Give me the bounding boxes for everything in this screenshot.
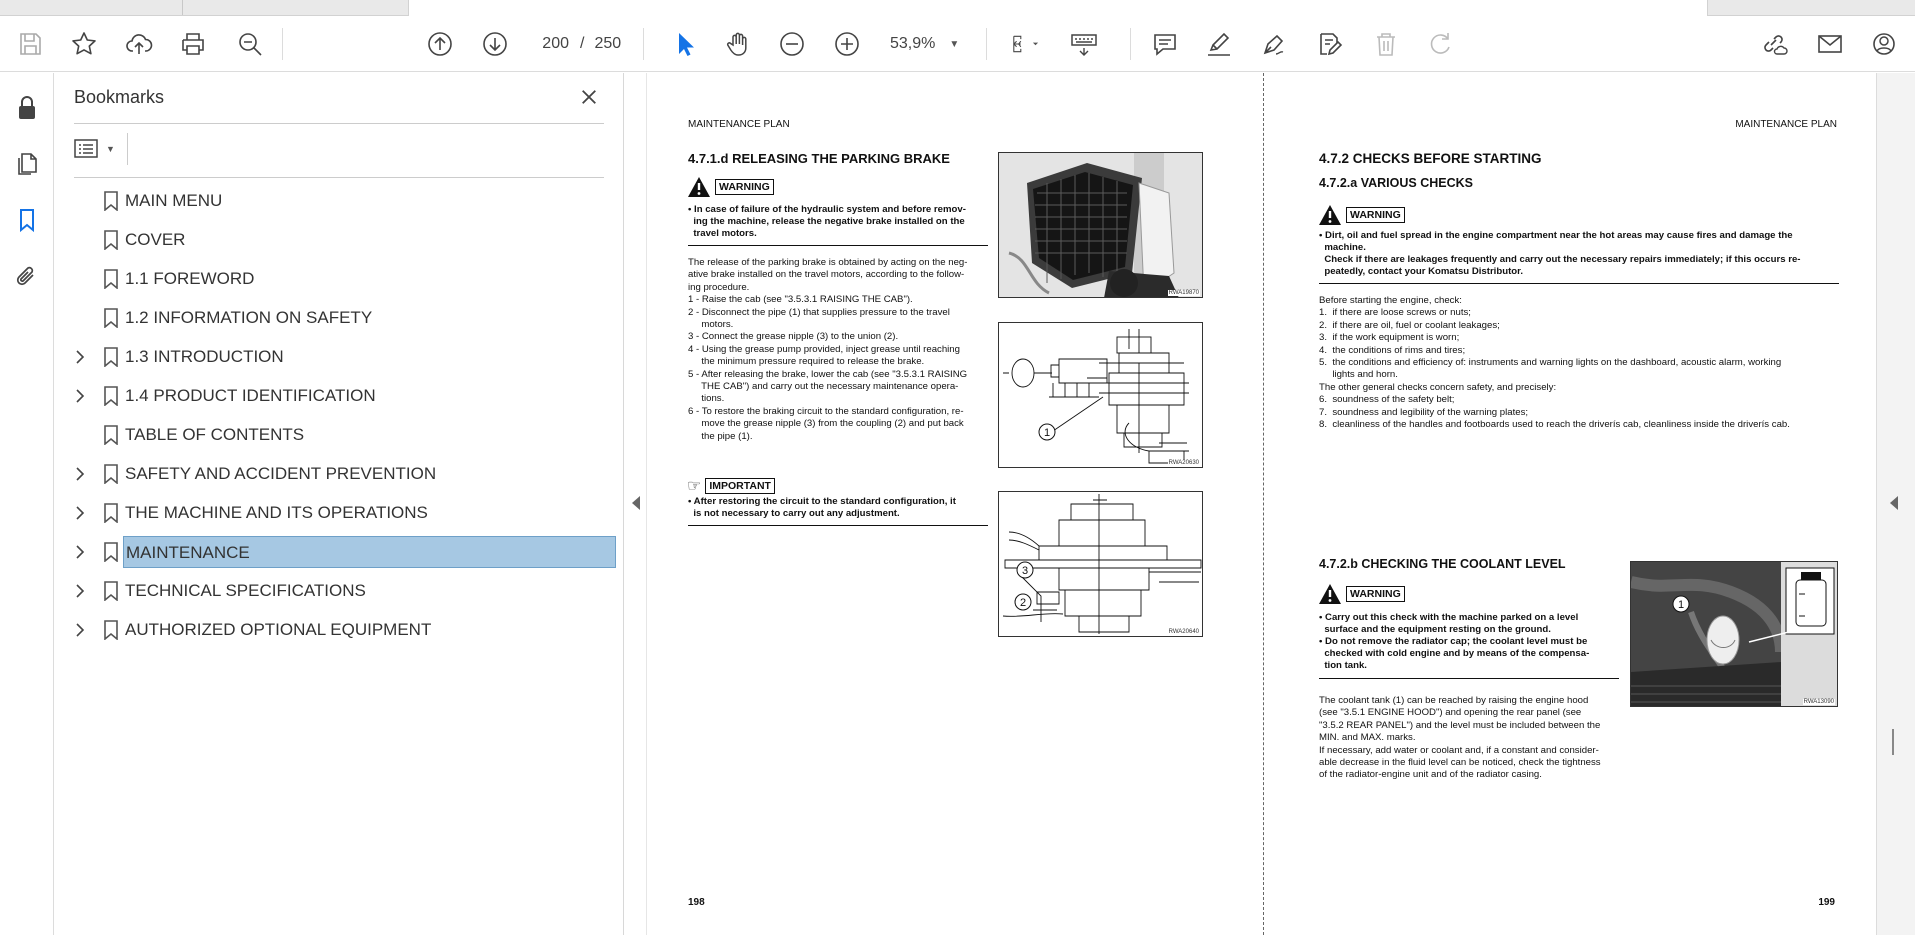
share-link-button[interactable] [1756,26,1792,62]
hand-tool-button[interactable] [720,26,756,62]
warning-badge [1318,583,1405,605]
text-line: ing procedure. [688,281,750,293]
text-line: Before starting the engine, check: [1319,295,1462,306]
text-line: • Do not remove the radiator cap; the coolant level must be [1319,636,1588,647]
bookmark-icon [14,207,40,233]
bookmark-options-button[interactable] [74,135,124,163]
text-line: 6 - To restore the braking circuit to the standard configuration, re- [688,405,964,417]
page-199 [1263,73,1875,935]
text-line: able decrease in the fluid level can be noticed, check the tightness [1319,757,1601,769]
bookmark-icon [103,230,119,250]
bookmark-icon [103,191,119,211]
callout-number: 1 [1043,427,1051,439]
email-button[interactable] [1812,26,1848,62]
text-line: tion tank. [1319,660,1367,671]
figure-code: RWA20630 [1168,460,1199,466]
bookmark-label: AUTHORIZED OPTIONAL EQUIPMENT [125,620,432,639]
bookmark-item[interactable] [65,261,625,297]
bookmark-label: 1.2 INFORMATION ON SAFETY [125,308,373,327]
bookmark-label: TABLE OF CONTENTS [125,425,305,444]
text-line: • Dirt, oil and fuel spread in the engine compartment near the hot areas may cause fires and damage the [1319,230,1793,241]
text-line: • After restoring the circuit to the standard configuration, it [688,496,956,507]
warning-triangle-icon [1318,583,1342,605]
bookmark-label: MAINTENANCE [123,536,616,568]
text-line: THE CAB") and carry out the necessary maintenance opera- [688,381,959,393]
figure-code: RWA20640 [1168,629,1199,635]
left-tools-rail [0,73,54,935]
comment-button[interactable] [1147,26,1183,62]
page-navigator [526,30,621,58]
bookmarks-panel-button[interactable] [10,203,44,237]
lock-icon [14,95,40,121]
bookmark-label: MAIN MENU [125,191,223,210]
plus-circle-icon [833,30,861,58]
warning-triangle-icon [1318,204,1342,226]
subsection-title: 4.7.2.a VARIOUS CHECKS [1319,176,1473,190]
bookmark-icon [103,620,119,640]
save-icon [16,30,44,58]
bookmark-icon [103,347,119,367]
text-line: motors. [688,319,734,331]
next-page-button[interactable] [477,26,513,62]
text-line: "3.5.2 REAR PANEL") and the level must be included between the [1319,719,1601,731]
text-line: is not necessary to carry out any adjustment. [688,508,900,519]
bookmark-label: THE MACHINE AND ITS OPERATIONS [125,503,428,522]
previous-page-button[interactable] [422,26,458,62]
text-line: 3. if the work equipment is worn; [1319,332,1460,344]
link-cloud-icon [1760,30,1788,58]
warning-text [1319,230,1839,278]
warning-triangle-icon [687,176,711,198]
bookmark-item[interactable] [65,339,625,375]
zoom-level-dropdown[interactable] [890,30,970,58]
hand-icon [724,30,752,58]
upload-button[interactable] [121,26,157,62]
keyboard-icon [1070,30,1098,58]
paperclip-icon [14,263,40,289]
close-panel-button[interactable] [575,83,603,111]
redo-button[interactable] [1422,26,1458,62]
text-line: 5. the conditions and efficiency of: instruments and warning lights on the dashboard, acoustic alarm, working [1319,357,1782,369]
bookmark-label: COVER [125,230,186,249]
edit-document-icon [1315,30,1343,58]
pointing-hand-icon: ☞ [687,478,702,495]
text-line: lights and horn. [1319,369,1398,381]
find-button[interactable] [232,26,268,62]
page-header: MAINTENANCE PLAN [1735,119,1837,130]
highlight-button[interactable] [1201,26,1237,62]
edit-text-button[interactable] [1311,26,1347,62]
minus-circle-icon [778,30,806,58]
text-line: ative brake installed on the travel motors, according to the follow- [688,269,965,281]
text-line: (see "3.5.1 ENGINE HOOD") and opening the rear panel (see [1319,707,1582,719]
arrow-up-circle-icon [426,30,454,58]
tab-strip [0,0,1915,16]
page-198 [648,73,1261,935]
attachments-button[interactable] [10,259,44,293]
page-fit-button[interactable] [1000,26,1050,62]
bookmark-icon [103,581,119,601]
text-line: 5 - After releasing the brake, lower the cab (see "3.5.3.1 RAISING [688,368,968,380]
toolbar [0,16,1915,72]
coolant-text [1319,695,1619,782]
text-line: • In case of failure of the hydraulic system and before remov- [688,204,966,215]
bookmark-label: SAFETY AND ACCIDENT PREVENTION [125,464,437,483]
bookmark-icon [103,308,119,328]
text-line: 2. if there are oil, fuel or coolant leakages; [1319,319,1500,331]
comment-icon [1151,30,1179,58]
warning-text [1319,612,1619,672]
scrollbar-thumb[interactable] [1892,729,1894,755]
text-line: of the radiator-engine unit and of the radiator casing. [1319,769,1542,781]
warning-badge [1318,204,1405,226]
scroll-mode-button[interactable] [1066,26,1102,62]
section-title: 4.7.2 CHECKS BEFORE STARTING [1319,151,1542,166]
cursor-arrow-icon [670,30,698,58]
bookmark-item[interactable] [65,534,625,570]
text-line: surface and the equipment resting on the ground. [1319,624,1551,635]
arrow-down-circle-icon [481,30,509,58]
bookmark-label: 1.1 FOREWORD [125,269,255,288]
text-line: 1. if there are loose screws or nuts; [1319,307,1471,319]
text-line: The other general checks concern safety, and precisely: [1319,381,1557,393]
figure-coolant-tank-photo [1630,561,1838,707]
bookmark-icon [103,386,119,406]
page-separator: / [580,35,585,52]
text-line: 6. soundness of the safety belt; [1319,394,1455,406]
bookmark-item[interactable] [65,573,625,609]
save-button[interactable] [12,26,48,62]
pages-icon [14,151,40,177]
text-line: MIN. and MAX. marks. [1319,732,1416,744]
bookmark-item[interactable] [65,495,625,531]
bookmark-item[interactable] [65,183,625,219]
user-add-icon [1872,30,1900,58]
zoom-out-button[interactable] [774,26,810,62]
text-line: 8. cleanliness of the handles and footboards used to reach the driverís cab, cleanliness inside the driverís cab. [1319,419,1790,431]
page-total: 250 [594,35,622,52]
bookmark-label: 1.3 INTRODUCTION [125,347,284,366]
warning-label: WARNING [715,179,774,195]
callout-number: 2 [1019,597,1027,609]
text-line: the minimum pressure required to release the brake. [688,356,925,368]
page-number: 199 [1818,897,1835,908]
delete-button[interactable] [1368,26,1404,62]
text-line: move the grease nipple (3) from the coupling (2) and put back [688,418,964,430]
text-line: travel motors. [688,228,757,239]
cloud-upload-icon [125,30,153,58]
page-number-input[interactable] [526,30,570,58]
chevron-right-icon[interactable] [73,622,87,638]
draw-button[interactable] [1256,26,1292,62]
text-line: 4 - Using the grease pump provided, inject grease until reaching [688,343,960,355]
text-line: The release of the parking brake is obtained by acting on the neg- [688,257,968,268]
checks-list [1319,295,1839,431]
select-tool-button[interactable] [666,26,702,62]
envelope-icon [1816,30,1844,58]
text-line: 1 - Raise the cab (see "3.5.3.1 RAISING THE CAB"). [688,294,913,306]
chevron-right-icon[interactable] [73,544,87,560]
page-number: 198 [688,897,705,908]
chevron-right-icon[interactable] [73,583,87,599]
important-badge [687,476,775,496]
chevron-right-icon[interactable] [73,505,87,521]
text-line: If necessary, add water or coolant and, if a constant and consider- [1319,744,1599,756]
star-icon [70,30,98,58]
important-label: IMPORTANT [705,478,775,494]
text-line: tions. [688,393,725,405]
warning-badge [687,176,774,198]
bookmark-label: TECHNICAL SPECIFICATIONS [125,581,366,600]
document-tab[interactable] [408,0,1708,16]
chevron-right-icon[interactable] [73,388,87,404]
text-line: 7. soundness and legibility of the warning plates; [1319,406,1529,418]
text-line: peatedly, contact your Komatsu Distributor. [1319,266,1523,277]
bookmark-item[interactable] [65,222,625,258]
bookmark-icon [103,542,119,562]
text-line: Check if there are leakages frequently and carry out the necessary repairs immediately; if this occurs re- [1319,254,1801,265]
bookmark-icon [103,503,119,523]
text-line: 3 - Connect the grease nipple (3) to the union (2). [688,331,899,343]
warning-label: WARNING [1346,586,1405,602]
callout-number: 1 [1677,599,1685,611]
trash-icon [1372,30,1400,58]
bookmark-item[interactable] [65,456,625,492]
pen-nib-icon [1260,30,1288,58]
fit-width-icon [1011,30,1039,58]
close-icon [580,88,598,106]
zoom-level-value: 53,9% [890,35,936,52]
printer-icon [179,30,207,58]
text-line: ing the machine, release the negative brake installed on the [688,216,965,227]
warning-text [688,204,988,240]
bookmark-item[interactable] [65,300,625,336]
security-button[interactable] [10,91,44,125]
zoom-search-icon [236,30,264,58]
print-button[interactable] [175,26,211,62]
page-thumbnails-button[interactable] [10,147,44,181]
text-line: checked with cold engine and by means of the compensa- [1319,648,1590,659]
chevron-right-icon[interactable] [73,466,87,482]
bookmarks-panel [55,73,623,935]
section-title: 4.7.1.d RELEASING THE PARKING BRAKE [688,151,950,166]
right-rail [1876,73,1915,935]
chevron-down-icon: ▼ [106,144,115,154]
account-button[interactable] [1868,26,1904,62]
text-line: machine. [1319,242,1366,253]
chevron-right-icon[interactable] [73,349,87,365]
list-options-icon [74,138,102,160]
figure-code: RWA13090 [1803,699,1834,705]
highlighter-pen-icon [1205,30,1233,58]
text-line: • Carry out this check with the machine parked on a level [1319,612,1579,623]
bookmark-icon [103,269,119,289]
bookmarks-title: Bookmarks [74,87,165,107]
figure-machine-cab-photo [998,152,1203,298]
chevron-down-icon: ▼ [949,38,960,50]
page-header: MAINTENANCE PLAN [688,119,790,130]
text-line: 2 - Disconnect the pipe (1) that supplies pressure to the travel [688,306,950,318]
bookmark-icon [103,425,119,445]
text-line: The coolant tank (1) can be reached by raising the engine hood [1319,695,1589,706]
bookmark-item[interactable] [65,612,625,648]
important-text [688,496,988,520]
figure-code: RWA19870 [1168,290,1199,296]
bookmark-item[interactable] [65,417,625,453]
figure-brake-pump-drawing [998,322,1203,468]
panel-splitter[interactable] [623,73,647,935]
bookmark-icon [103,464,119,484]
document-viewer[interactable] [648,73,1875,935]
bookmark-label: 1.4 PRODUCT IDENTIFICATION [125,386,376,405]
collapse-arrow-icon[interactable] [632,496,640,510]
bookmark-item[interactable] [65,378,625,414]
warning-label: WARNING [1346,207,1405,223]
zoom-in-button[interactable] [829,26,865,62]
redo-icon [1426,30,1454,58]
procedure-text [688,257,988,443]
subsection-title: 4.7.2.b CHECKING THE COOLANT LEVEL [1319,557,1566,571]
expand-arrow-icon[interactable] [1890,496,1898,510]
text-line: the pipe (1). [688,430,753,442]
callout-number: 3 [1021,565,1029,577]
bookmark-star-button[interactable] [66,26,102,62]
figure-grease-nipple-drawing [998,491,1203,637]
text-line: 4. the conditions of rims and tires; [1319,344,1466,356]
